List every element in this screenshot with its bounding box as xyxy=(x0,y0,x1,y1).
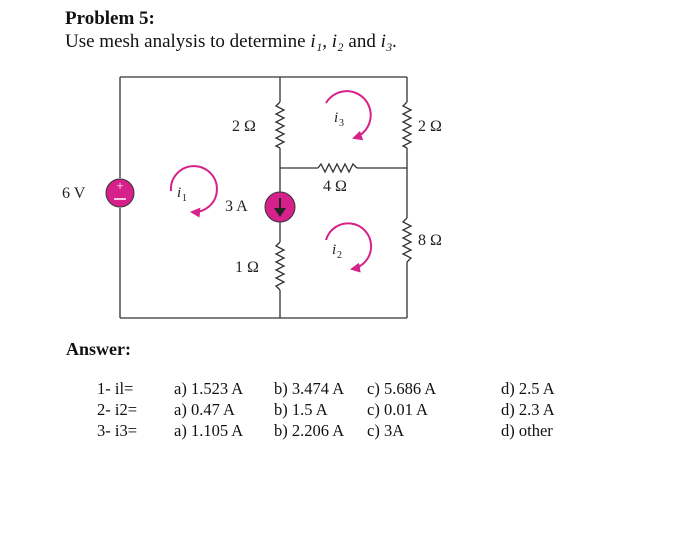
label-current-source: 3 A xyxy=(225,198,248,215)
option-b: b) 1.5 A xyxy=(274,400,328,419)
option-d: d) other xyxy=(501,421,553,440)
problem-title: Problem 5: xyxy=(65,8,155,29)
resistor-right xyxy=(403,218,411,262)
prompt-and: and xyxy=(343,31,381,52)
option-c: c) 3A xyxy=(367,421,405,440)
resistor-middle xyxy=(318,164,357,172)
resistor-bottom xyxy=(276,242,284,290)
label-resistor-bottom: 1 Ω xyxy=(235,259,259,276)
current-source xyxy=(265,192,295,222)
label-resistor-middle: 4 Ω xyxy=(323,178,347,195)
answer-label: 2- i2= xyxy=(97,400,138,419)
svg-text:1: 1 xyxy=(182,193,187,204)
option-c: c) 0.01 A xyxy=(367,400,428,419)
prompt-last: i₃. xyxy=(380,31,398,52)
voltage-source xyxy=(106,178,134,207)
mesh3-arrow xyxy=(326,91,371,138)
circuit-wires xyxy=(120,77,407,318)
option-b: b) 2.206 A xyxy=(274,421,345,440)
svg-text:+: + xyxy=(116,178,124,193)
svg-text:2: 2 xyxy=(337,250,342,261)
option-d: d) 2.5 A xyxy=(501,379,555,398)
prompt-text: Use mesh analysis to determine xyxy=(65,31,311,52)
answer-heading: Answer: xyxy=(66,339,131,359)
svg-text:i: i xyxy=(177,185,182,201)
resistor-top-left xyxy=(276,102,284,148)
option-b: b) 3.474 A xyxy=(274,379,345,398)
answer-label: 3- i3= xyxy=(97,421,138,440)
option-c: c) 5.686 A xyxy=(367,379,437,398)
prompt-vars: i₁, i₂ xyxy=(310,31,344,52)
option-a: a) 0.47 A xyxy=(174,400,235,419)
label-mesh3 xyxy=(334,110,344,129)
option-d: d) 2.3 A xyxy=(501,400,555,419)
option-a: a) 1.105 A xyxy=(174,421,244,440)
resistor-top-right xyxy=(403,102,411,148)
label-resistor-top-right: 2 Ω xyxy=(418,118,442,135)
label-resistor-top-left: 2 Ω xyxy=(232,118,256,135)
label-mesh1 xyxy=(177,185,187,204)
svg-text:3: 3 xyxy=(339,118,344,129)
label-mesh2 xyxy=(332,242,342,261)
svg-text:i: i xyxy=(334,110,339,126)
svg-text:i: i xyxy=(332,242,337,258)
option-a: a) 1.523 A xyxy=(174,379,244,398)
label-resistor-right: 8 Ω xyxy=(418,232,442,249)
label-source-voltage: 6 V xyxy=(62,185,86,202)
answer-label: 1- il= xyxy=(97,379,134,398)
